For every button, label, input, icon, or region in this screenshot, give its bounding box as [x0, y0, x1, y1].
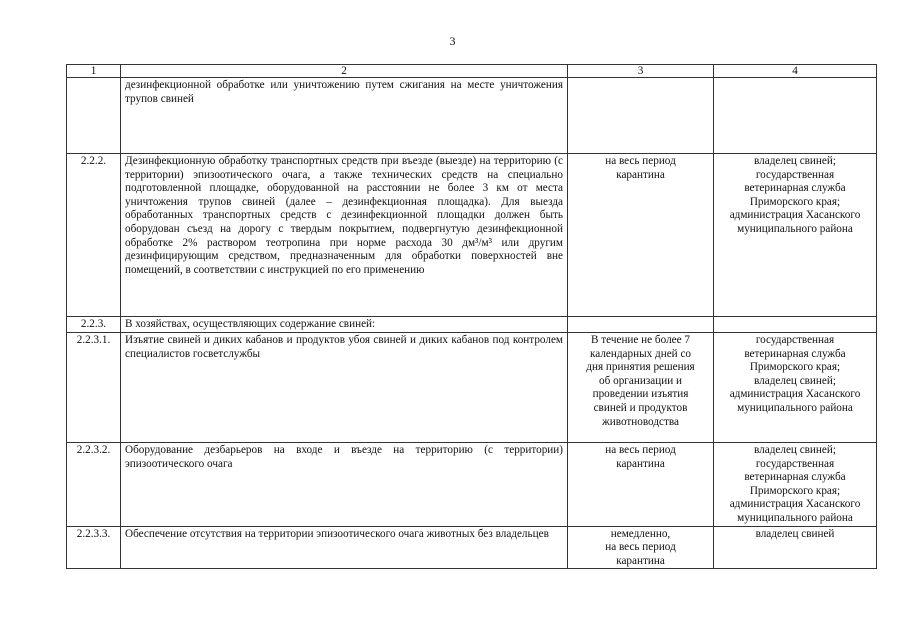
measure-deadline	[568, 317, 714, 333]
responsible-line: ветеринарная служба	[744, 182, 846, 195]
item-number	[67, 78, 121, 154]
responsible-line: владелец свиней;	[754, 155, 836, 167]
responsible-parties	[714, 443, 877, 527]
measure-description: Обеспечение отсутствия на территории эпизоотического очага животных без владельцев	[121, 526, 568, 569]
table-row	[67, 154, 877, 317]
measure-description: Оборудование дезбарьеров на входе и въезде на территорию (с территории) эпизоотического очага	[121, 443, 568, 527]
responsible-parties	[714, 317, 877, 333]
responsible-parties	[714, 526, 877, 569]
measure-deadline	[568, 154, 714, 317]
table-header-row	[67, 65, 877, 78]
responsible-line: муниципального района	[737, 401, 853, 414]
item-number: 2.2.2.	[67, 154, 121, 317]
responsible-line: ветеринарная служба	[744, 347, 846, 360]
item-number: 2.2.3.	[67, 317, 121, 333]
header-col-4: 4	[714, 65, 877, 78]
responsible-line: владелец свиней	[755, 527, 835, 540]
responsible-line: администрация Хасанского	[729, 388, 861, 401]
responsible-line: Приморского края;	[749, 195, 841, 208]
responsible-line: администрация Хасанского	[729, 498, 861, 511]
deadline-line: на весь период	[605, 155, 676, 167]
deadline-line: проведении изъятия	[592, 388, 689, 401]
table-row	[67, 317, 877, 333]
table-row	[67, 333, 877, 443]
header-col-1: 1	[67, 65, 121, 78]
deadline-line: карантина	[616, 457, 665, 470]
responsible-line: Приморского края;	[749, 361, 841, 374]
responsible-line: муниципального района	[737, 222, 853, 235]
deadline-line: В течение не более 7	[591, 334, 690, 346]
responsible-line: государственная	[755, 457, 835, 470]
measure-description: В хозяйствах, осуществляющих содержание свиней:	[121, 317, 568, 333]
responsible-parties	[714, 78, 877, 154]
item-number: 2.2.3.2.	[67, 443, 121, 527]
responsible-line: государственная	[755, 334, 835, 346]
deadline-line: об организации и	[599, 374, 682, 387]
table-row	[67, 526, 877, 569]
deadline-line: животноводства	[602, 415, 679, 428]
responsible-parties	[714, 154, 877, 317]
table-row	[67, 443, 877, 527]
deadline-line: на весь период	[605, 444, 676, 456]
measure-deadline	[568, 443, 714, 527]
responsible-line: администрация Хасанского	[729, 209, 861, 222]
measures-table	[66, 64, 877, 569]
item-number: 2.2.3.3.	[67, 526, 121, 569]
deadline-line: немедленно,	[610, 527, 671, 540]
responsible-line: владелец свиней;	[754, 444, 836, 456]
item-number: 2.2.3.1.	[67, 333, 121, 443]
responsible-line: ветеринарная служба	[744, 471, 846, 484]
responsible-parties	[714, 333, 877, 443]
measure-deadline	[568, 78, 714, 154]
deadline-line: календарных дней со	[590, 347, 691, 360]
measure-description: Изъятие свиней и диких кабанов и продуктов убоя свиней и диких кабанов под контролем специалистов госветслужбы	[121, 333, 568, 443]
measure-description: дезинфекционной обработке или уничтожению путем сжигания на месте уничтожения трупов свиней	[121, 78, 568, 154]
measure-deadline	[568, 333, 714, 443]
measure-description: Дезинфекционную обработку транспортных средств при въезде (выезде) на территорию (с территории) эпизоотического очага, а также технических средств на специально подготовленной площадке, оборудованной на расстоянии не более 3 км от места уничтожения трупов свиней (далее – дезинфекционная площадка). Для выезда обработанных транспортных средств с дезинфекционной площадки должен быть оборудован съезд на дорогу с твердым покрытием, подвергнутую дезинфекционной обработке 2% раствором теотропина при норме расхода 30 дм³/м³ или другим дезинфицирующим средством, предназначенным для обработки поверхностей вне помещений, в соответствии с инструкцией по его применению	[121, 154, 568, 317]
deadline-line: на весь период	[605, 541, 676, 554]
responsible-line: государственная	[755, 168, 835, 181]
deadline-line: дня принятия решения	[586, 361, 695, 374]
header-col-2: 2	[121, 65, 568, 78]
deadline-line: свиней и продуктов	[593, 401, 688, 414]
header-col-3: 3	[568, 65, 714, 78]
page-number: 3	[449, 34, 456, 48]
deadline-line: карантина	[616, 554, 665, 567]
measure-deadline	[568, 526, 714, 569]
deadline-line: карантина	[616, 168, 665, 181]
responsible-line: владелец свиней;	[754, 374, 836, 387]
responsible-line: Приморского края;	[749, 484, 841, 497]
table-row	[67, 78, 877, 154]
responsible-line: муниципального района	[737, 511, 853, 524]
